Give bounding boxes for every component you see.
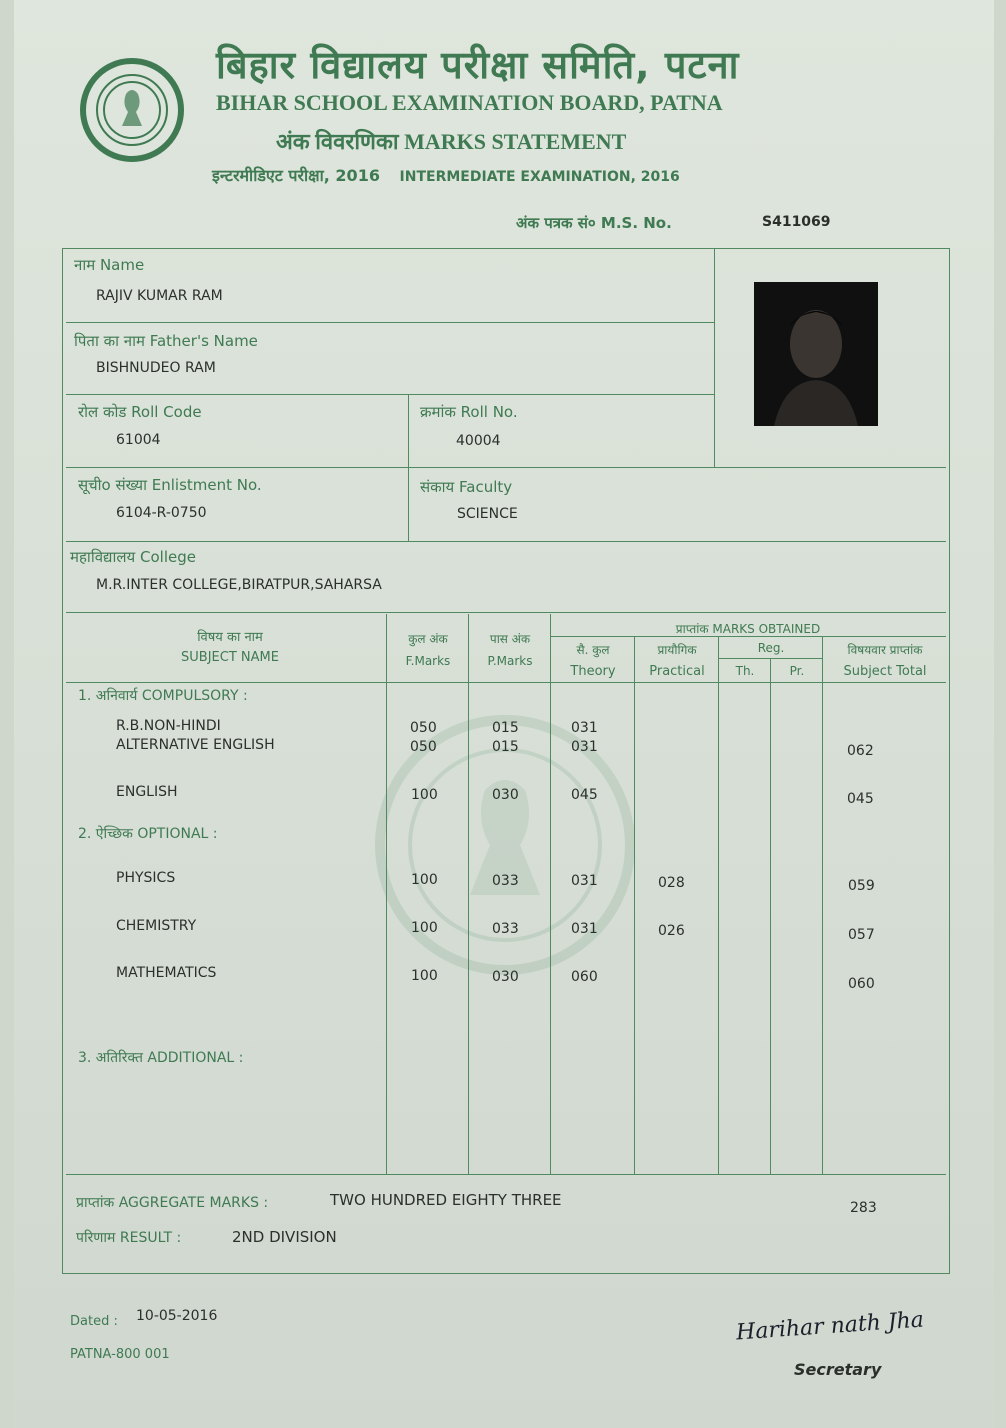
divider — [66, 612, 946, 613]
theory-marks: 031 — [571, 739, 598, 755]
subject-total: 057 — [848, 927, 875, 943]
reg-header: Reg. — [757, 641, 785, 655]
student-photo — [754, 282, 878, 426]
pmarks-header-hindi: पास अंक — [489, 632, 531, 646]
photo-divider — [714, 248, 715, 468]
pass-marks: 030 — [492, 787, 519, 803]
student-name: RAJIV KUMAR RAM — [96, 288, 223, 304]
statement-title — [276, 126, 626, 156]
college: M.R.INTER COLLEGE,BIRATPUR,SAHARSA — [96, 577, 382, 593]
signatory-title: Secretary — [794, 1360, 882, 1379]
fmarks-header: F.Marks — [405, 654, 451, 668]
full-marks: 100 — [411, 920, 438, 936]
compulsory-section-label: 1. अनिवार्य COMPULSORY : — [78, 688, 248, 704]
enlistment-no: 6104-R-0750 — [116, 505, 207, 521]
board-title-hindi: बिहार विद्यालय परीक्षा समिति, पटना — [216, 43, 740, 87]
result-label: परिणाम RESULT : — [76, 1230, 182, 1246]
enlistment-label: सूचीo संख्या Enlistment No. — [78, 476, 262, 494]
col-divider — [770, 658, 771, 1174]
pass-marks: 015 — [492, 720, 519, 736]
practical-marks: 028 — [658, 875, 685, 891]
exam-title-english: INTERMEDIATE EXAMINATION, 2016 — [399, 169, 680, 185]
practical-header-hindi: प्रायौगिक — [657, 643, 697, 657]
col-divider — [386, 614, 387, 1174]
full-marks: 100 — [411, 787, 438, 803]
row-divider — [718, 658, 822, 659]
col-divider — [550, 614, 551, 1174]
dated-label: Dated : — [70, 1314, 118, 1329]
roll-no: 40004 — [456, 433, 501, 449]
subject-name: MATHEMATICS — [116, 965, 217, 981]
subject-name: ENGLISH — [116, 784, 178, 800]
pass-marks: 030 — [492, 969, 519, 985]
dated: 10-05-2016 — [136, 1308, 218, 1324]
subject-name: CHEMISTRY — [116, 918, 197, 934]
subject-total: 059 — [848, 878, 875, 894]
college-label: महाविद्यालय College — [70, 548, 196, 566]
optional-section-label: 2. ऐच्छिक OPTIONAL : — [78, 826, 218, 842]
marks-obtained-header: प्राप्तांक MARKS OBTAINED — [675, 622, 821, 636]
statement-title-hindi: अंक विवरणिका — [276, 129, 399, 154]
theory-marks: 031 — [571, 720, 598, 736]
full-marks: 100 — [411, 872, 438, 888]
subject-name: PHYSICS — [116, 870, 176, 886]
faculty-label: संकाय Faculty — [420, 478, 513, 496]
full-marks: 100 — [411, 968, 438, 984]
aggregate-value: 283 — [850, 1200, 877, 1216]
father-name-label: पिता का नाम Father's Name — [74, 332, 258, 350]
exam-title-hindi: इन्टरमीडिएट परीक्षा, 2016 — [212, 166, 380, 185]
exam-title — [212, 164, 680, 186]
divider — [66, 541, 946, 542]
roll-code: 61004 — [116, 432, 161, 448]
theory-marks: 031 — [571, 873, 598, 889]
place: PATNA-800 001 — [70, 1347, 170, 1362]
result: 2ND DIVISION — [232, 1228, 337, 1246]
subject-total-header: Subject Total — [843, 664, 927, 679]
full-marks: 050 — [410, 739, 437, 755]
aggregate-label: प्राप्तांक AGGREGATE MARKS : — [76, 1195, 269, 1211]
father-name: BISHNUDEO RAM — [96, 360, 216, 376]
subject-total-header-hindi: विषयवार प्राप्तांक — [847, 643, 923, 657]
subject-name: R.B.NON-HINDI — [116, 718, 221, 734]
board-title-english: BIHAR SCHOOL EXAMINATION BOARD, PATNA — [216, 90, 723, 115]
reg-th-header: Th. — [735, 664, 755, 678]
col-divider — [634, 636, 635, 1174]
pmarks-header: P.Marks — [487, 654, 533, 668]
subject-name: ALTERNATIVE ENGLISH — [116, 737, 275, 753]
subject-total: 060 — [848, 976, 875, 992]
full-marks: 050 — [410, 720, 437, 736]
practical-marks: 026 — [658, 923, 685, 939]
divider — [408, 394, 409, 542]
aggregate-words: TWO HUNDRED EIGHTY THREE — [330, 1191, 562, 1209]
name-label: नाम Name — [74, 256, 145, 274]
ms-no-label: अंक पत्रक सं० M.S. No. — [516, 214, 672, 232]
reg-pr-header: Pr. — [789, 664, 805, 678]
pass-marks: 033 — [492, 873, 519, 889]
statement-title-english: MARKS STATEMENT — [404, 129, 627, 154]
fmarks-header-hindi: कुल अंक — [408, 632, 448, 646]
additional-section-label: 3. अतिरिक्त ADDITIONAL : — [78, 1050, 244, 1066]
subject-total: 062 — [847, 743, 874, 759]
theory-header-hindi: सै. कुल — [576, 643, 610, 657]
board-seal-emblem — [80, 58, 184, 162]
subject-name-header-hindi: विषय का नाम — [197, 630, 263, 645]
summary-divider — [66, 1174, 946, 1175]
divider — [66, 394, 714, 395]
roll-no-label: क्रमांक Roll No. — [420, 403, 518, 421]
faculty: SCIENCE — [457, 506, 518, 522]
col-divider — [468, 614, 469, 1174]
roll-code-label: रोल कोड Roll Code — [78, 403, 202, 421]
pass-marks: 015 — [492, 739, 519, 755]
theory-marks: 045 — [571, 787, 598, 803]
secretary-signature: Harihar nath Jha — [735, 1307, 925, 1346]
col-divider — [718, 636, 719, 1174]
divider — [66, 467, 946, 468]
subject-total: 045 — [847, 791, 874, 807]
col-divider — [822, 636, 823, 1174]
header-divider — [66, 682, 946, 683]
ms-no-value: S411069 — [762, 214, 831, 230]
pass-marks: 033 — [492, 921, 519, 937]
subject-name-header: SUBJECT NAME — [181, 650, 279, 665]
practical-header: Practical — [649, 664, 705, 679]
divider — [66, 322, 714, 323]
theory-marks: 060 — [571, 969, 598, 985]
theory-header: Theory — [570, 664, 616, 679]
theory-marks: 031 — [571, 921, 598, 937]
